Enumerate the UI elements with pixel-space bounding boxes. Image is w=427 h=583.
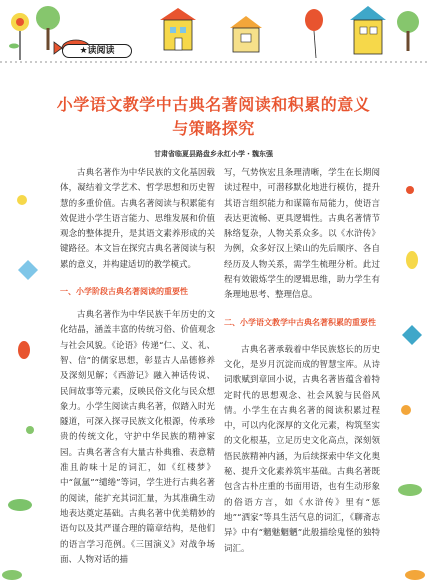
- article-title-line2: 与策略探究: [172, 119, 255, 138]
- dot-icon: [406, 186, 414, 194]
- paragraph: 古典名著作为中华民族的文化基因载体，凝结着文学艺术、哲学思想和历史智慧的多重价值。古典名著阅读与积累能有效促进小学生语言能力、思维发展和价值观念的整体提升，是其语文素养形成的关键路径。本文旨在探究古典名著阅读与积累的意义，并构建适切的教学模式。: [60, 168, 215, 270]
- paragraph: 古典名著承载着中华民族悠长的历史文化，是岁月沉淀而成的智慧宝库。从诗词歌赋到章回小说，古典名著皆蕴含着特定时代的思想观念、社会风貌与民俗风情。小学生在古典名著的阅读积累过程中，可以内化深厚的文化元素，构筑坚实的文化根基，立足历史文化高点，深刻领悟民族精神内涵，为后续探索中华文化奥秘、提升文化素养筑牢基础。古典名著既包含古朴庄重的书面用语，也有生动形象的俗语方言，如《水浒传》里有“惩地”“洒家”等具生活气息的词汇，《聊斋志异》中有“魑魅魍魉”此般描绘鬼怪的独特词汇。: [224, 344, 380, 554]
- house-icon: [160, 8, 196, 50]
- balloon-icon: [406, 251, 418, 269]
- left-column: [60, 166, 215, 568]
- house-icon: [350, 6, 386, 54]
- author-line: 甘肃省临夏县路盘乡永红小学・魏东强: [154, 150, 273, 158]
- leaf-icon: [398, 484, 422, 496]
- section-heading: 二、小学语文教学中古典名著积累的重要性: [224, 317, 376, 327]
- dot-icon: [401, 405, 411, 415]
- leaf-icon: [8, 499, 32, 511]
- section-heading: 一、小学阶段古典名著阅读的重要性: [60, 287, 188, 297]
- dot-icon: [26, 426, 34, 434]
- dot-icon: [17, 195, 27, 205]
- leaf-icon: [2, 570, 22, 580]
- footer-decoration: [0, 553, 427, 583]
- diamond-icon: [402, 325, 422, 345]
- balloon-icon: [305, 9, 323, 58]
- paragraph: 写，气势恢宏且条理清晰，学生在长期阅读过程中，可潜移默化地进行模仿，提升其语言组织能力和谋篇布局能力，使语言表达更流畅、更具逻辑性。古典名著情节脉络复杂，人物关系众多。以《水浒传》为例，众多好汉上梁山的先后顺序、各自经历及人物关系，需学生梳理分析。此过程有效锻炼学生的逻辑思维，助力学生有条理地思考、整理信息。: [224, 168, 380, 301]
- house-icon: [230, 16, 262, 52]
- flower-icon: [9, 13, 29, 60]
- paragraph: 古典名著作为中华民族千年历史的文化结晶，涵盖丰富的传统习俗、价值观念与社会风貌。《论语》传递“仁、义、礼、智、信”的儒家思想，彰显古人品德修养及深刻见解；《西游记》融入神话传说、民间故事等元素，反映民俗文化与民众想象力。小学生阅读古典名著，似踏入时光隧道，可深入探寻民族文化根源，传承珍贵的传统文化，守护中华民族的精神家园。古典名著含有大量古朴典雅、表意精准且韵味十足的词汇，如《红楼梦》中“氤氲”“缱绻”等词，学生进行古典名著的阅读，能扩充其词汇量，为其准确生动地表达奠定基础。古典名著中优美精妙的语句以及其严谨合理的篇章结构，是他们的语言学习范例。《三国演义》对战争场面、人物对话的描: [60, 310, 215, 565]
- right-column: [224, 166, 380, 557]
- balloon-icon: [18, 341, 30, 359]
- leaf-icon: [405, 570, 425, 580]
- tree-icon: [397, 11, 419, 51]
- article-title: 小学语文教学中古典名著阅读和积累的意义: [56, 95, 371, 114]
- header-illustration: [0, 0, 427, 75]
- section-badge: ★读阅读: [62, 44, 132, 58]
- right-decoration: [380, 160, 427, 560]
- diamond-icon: [18, 260, 38, 280]
- left-decoration: [0, 160, 55, 560]
